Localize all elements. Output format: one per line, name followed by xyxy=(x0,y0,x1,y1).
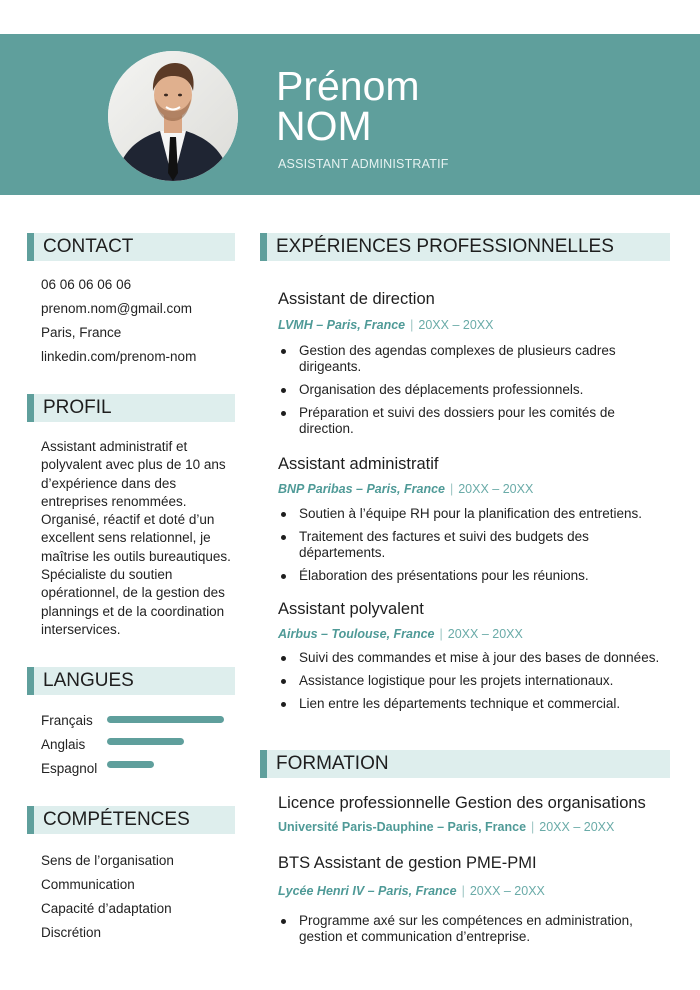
language-level-bar xyxy=(107,738,184,745)
degree-bullets xyxy=(278,913,663,952)
last-name: NOM xyxy=(276,103,372,149)
contact-phone: 06 06 06 06 06 xyxy=(41,277,132,292)
skill-item: Capacité d’adaptation xyxy=(41,901,172,916)
experience-section-header xyxy=(260,233,670,261)
job-position: Assistant polyvalent xyxy=(278,600,424,618)
profile-section-title: PROFIL xyxy=(43,397,112,418)
contact-location: Paris, France xyxy=(41,325,122,340)
language-name: Français xyxy=(41,713,93,728)
languages-section-header xyxy=(27,667,235,695)
contact-email[interactable]: prenom.nom@gmail.com xyxy=(41,301,193,316)
job-bullets xyxy=(278,650,663,719)
language-level-bar xyxy=(107,716,224,723)
job-bullet: Gestion des agendas complexes de plusieurs cadres dirigeants. xyxy=(278,343,663,375)
languages-section-title: LANGUES xyxy=(43,670,134,691)
contact-section-header xyxy=(27,233,235,261)
degree-title: Licence professionnelle Gestion des organisations xyxy=(278,794,646,812)
job-dates: 20XX – 20XX xyxy=(458,482,534,496)
degree-school: Université Paris-Dauphine – Paris, France xyxy=(278,820,527,834)
skill-item: Communication xyxy=(41,877,135,892)
profile-section-header xyxy=(27,394,235,422)
degree-dates: 20XX – 20XX xyxy=(539,820,615,834)
experience-section-title: EXPÉRIENCES PROFESSIONNELLES xyxy=(276,236,614,257)
degree-dates: 20XX – 20XX xyxy=(469,884,545,898)
job-title: ASSISTANT ADMINISTRATIF xyxy=(278,157,449,171)
skills-section-header xyxy=(27,806,235,834)
job-bullet: Suivi des commandes et mise à jour des bases de données. xyxy=(278,650,663,666)
first-name: Prénom xyxy=(276,63,420,109)
job-position: Assistant administratif xyxy=(278,455,439,473)
job-bullet: Assistance logistique pour les projets internationaux. xyxy=(278,673,663,689)
language-name: Espagnol xyxy=(41,761,98,776)
skills-section-title: COMPÉTENCES xyxy=(43,809,190,830)
language-level-bar xyxy=(107,761,154,768)
degree-school: Lycée Henri IV – Paris, France xyxy=(278,884,457,898)
job-bullets xyxy=(278,506,663,591)
profile-text: Assistant administratif et polyvalent avec plus de 10 ans d’expérience dans des entreprises renommées. Organisé, réactif et doté d’un excellent sens relationnel, je maîtrise les outils bureautiques. Spécialiste du soutien opérationnel, de la gestion des plannings et de la coordination interservices. xyxy=(41,439,231,637)
job-company: Airbus – Toulouse, France xyxy=(278,627,435,641)
job-meta: BNP Paribas – Paris, France | 20XX – 20XX xyxy=(278,482,534,496)
language-name: Anglais xyxy=(41,737,86,752)
job-dates: 20XX – 20XX xyxy=(418,318,494,332)
job-bullet: Préparation et suivi des dossiers pour les comités de direction. xyxy=(278,405,663,437)
job-bullet: Élaboration des présentations pour les réunions. xyxy=(278,568,663,584)
person-photo-icon xyxy=(108,51,238,181)
job-company: LVMH – Paris, France xyxy=(278,318,406,332)
job-meta: LVMH – Paris, France | 20XX – 20XX xyxy=(278,318,494,332)
contact-section-title: CONTACT xyxy=(43,236,134,257)
skill-item: Discrétion xyxy=(41,925,102,940)
job-bullet: Lien entre les départements technique et commercial. xyxy=(278,696,663,712)
job-position: Assistant de direction xyxy=(278,290,435,308)
degree-meta: Université Paris-Dauphine – Paris, France | 20XX – 20XX xyxy=(278,820,615,834)
degree-bullet: Programme axé sur les compétences en administration, gestion et communication d’entreprise. xyxy=(278,913,663,945)
job-meta: Airbus – Toulouse, France | 20XX – 20XX xyxy=(278,627,523,641)
profile-photo xyxy=(108,51,238,181)
skill-item: Sens de l’organisation xyxy=(41,853,174,868)
contact-linkedin[interactable]: linkedin.com/prenom-nom xyxy=(41,349,197,364)
job-bullet: Organisation des déplacements professionnels. xyxy=(278,382,663,398)
education-section-header xyxy=(260,750,670,778)
job-bullet: Traitement des factures et suivi des budgets des départements. xyxy=(278,529,663,561)
job-bullets xyxy=(278,343,663,444)
degree-title: BTS Assistant de gestion PME-PMI xyxy=(278,854,537,872)
education-section-title: FORMATION xyxy=(276,753,389,774)
job-company: BNP Paribas – Paris, France xyxy=(278,482,445,496)
job-bullet: Soutien à l’équipe RH pour la planification des entretiens. xyxy=(278,506,663,522)
degree-meta: Lycée Henri IV – Paris, France | 20XX – 20XX xyxy=(278,884,545,898)
job-dates: 20XX – 20XX xyxy=(447,627,523,641)
